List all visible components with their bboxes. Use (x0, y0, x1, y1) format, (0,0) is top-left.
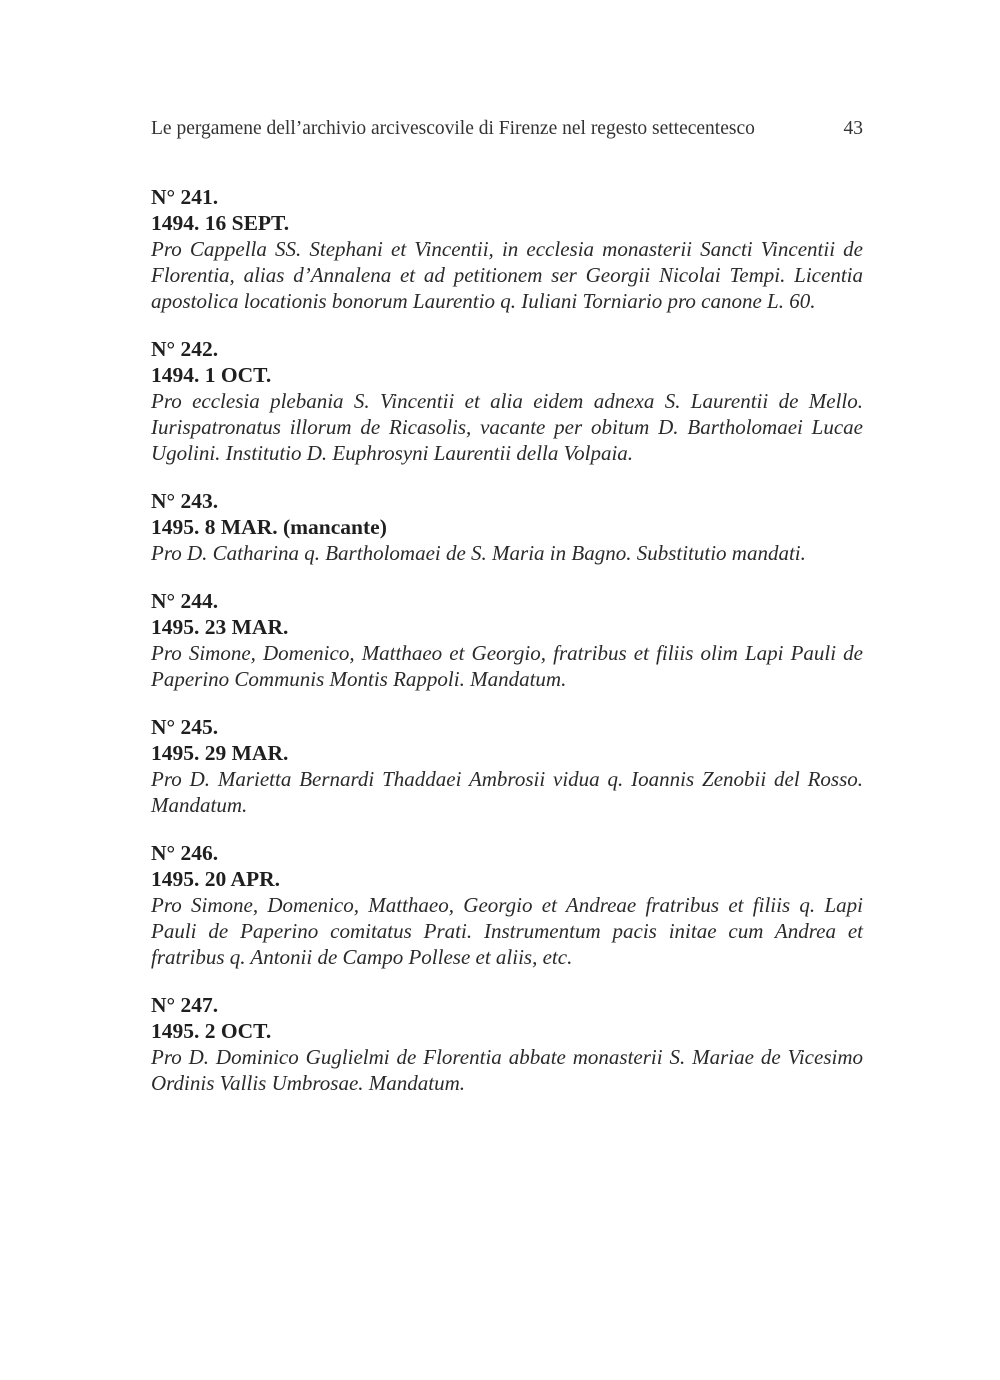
entry-date: 1494. 1 OCT. (151, 363, 272, 387)
entry-247 (151, 992, 863, 1096)
entry-date: 1495. 20 APR. (151, 867, 280, 891)
entry-number: N° 245. (151, 715, 219, 739)
entry-number: N° 247. (151, 993, 219, 1017)
entry-number: N° 241. (151, 185, 219, 209)
entries-list (151, 184, 863, 1118)
entry-241 (151, 184, 863, 314)
entry-text: Pro ecclesia plebania S. Vincentii et alia eidem adnexa S. Laurentii de Mello. Iurispatronatus illorum de Ricasolis, vacante per obitum D. Bartholomaei Lucae Ugolini. Institutio D. Euphrosyni Laurentii della Volpaia. (151, 389, 863, 465)
entry-text: Pro D. Dominico Guglielmi de Florentia abbate monasterii S. Mariae de Vicesimo Ordinis Vallis Umbrosae. Mandatum. (151, 1045, 863, 1095)
entry-date: 1495. 29 MAR. (151, 741, 289, 765)
entry-244 (151, 588, 863, 692)
entry-date: 1495. 2 OCT. (151, 1019, 272, 1043)
entry-245 (151, 714, 863, 818)
header-title: Le pergamene dell’archivio arcivescovile di Firenze nel regesto settecentesco (151, 118, 755, 139)
entry-date: 1495. 8 MAR. (mancante) (151, 515, 387, 539)
entry-text: Pro D. Marietta Bernardi Thaddaei Ambrosii vidua q. Ioannis Zenobii del Rosso. Mandatum. (151, 767, 863, 817)
entry-242 (151, 336, 863, 466)
entry-date: 1495. 23 MAR. (151, 615, 289, 639)
entry-text: Pro D. Catharina q. Bartholomaei de S. Maria in Bagno. Substitutio mandati. (151, 541, 806, 565)
entry-number: N° 243. (151, 489, 219, 513)
entry-number: N° 246. (151, 841, 219, 865)
entry-date: 1494. 16 SEPT. (151, 211, 290, 235)
running-header (151, 116, 863, 142)
entry-number: N° 244. (151, 589, 219, 613)
entry-243 (151, 488, 863, 566)
entry-246 (151, 840, 863, 970)
page-number: 43 (843, 118, 863, 139)
entry-text: Pro Simone, Domenico, Matthaeo, Georgio et Andreae fratribus et filiis q. Lapi Pauli de Paperino comitatus Prati. Instrumentum pacis initae cum Andrea et fratribus q. Antonii de Campo Pollese et aliis, etc. (151, 893, 863, 969)
entry-text: Pro Cappella SS. Stephani et Vincentii, in ecclesia monasterii Sancti Vincentii de Florentia, alias d’Annalena et ad petitionem ser Georgii Nicolai Tempi. Licentia apostolica locationis bonorum Laurentio q. Iuliani Torniario pro canone L. 60. (151, 237, 863, 313)
entry-text: Pro Simone, Domenico, Matthaeo et Georgio, fratribus et filiis olim Lapi Pauli de Paperino Communis Montis Rappoli. Mandatum. (151, 641, 863, 691)
entry-number: N° 242. (151, 337, 219, 361)
